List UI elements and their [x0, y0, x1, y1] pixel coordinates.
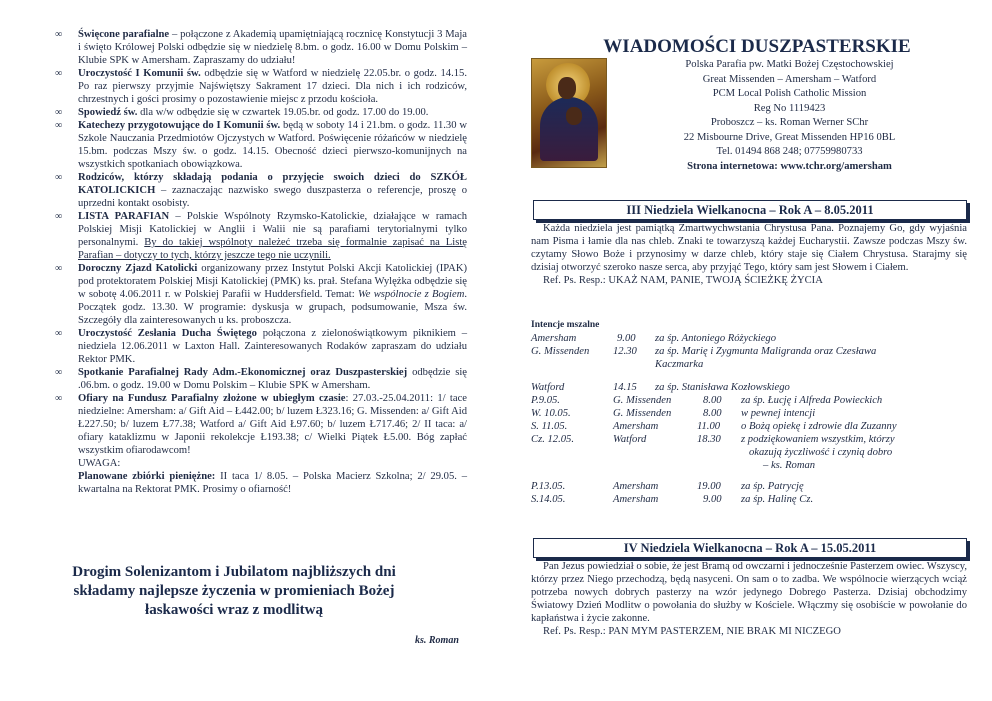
item-text: – Polskie Wspólnoty Rzymsko-Katolickie, działające w ramach Polskiej Misji Katolickiej w Anglii i Walii nie są parafiami terytorialnymi tylko personalnymi.: [78, 211, 467, 248]
mass-time: 8.00: [703, 408, 722, 419]
announcements-column: [55, 28, 467, 496]
mass-intent: z podziękowaniem wszystkim, którzy: [741, 434, 895, 445]
mass-place: G. Missenden: [531, 346, 590, 357]
sunday2-text: [531, 560, 967, 638]
item-text: – zaznaczając nazwisko swego duszpasterza o referencje, proszę o uprzedni kontakt osobisty.: [78, 185, 467, 209]
item-underlined-text: By do takiej wspólnoty należeć trzeba się formalnie zapisać na Listę Parafian – dotyczy to tych, którzy jeszcze tego nie uczynili.: [78, 237, 467, 261]
sunday2-paragraph: Pan Jezus powiedział o sobie, że jest Bramą od owczarni i jednocześnie Pasterzem owiec. Wszyscy, którzy przez Niego przechodzą, będą nasyceni. On sam o to zadba. We wspólnocie wierzących wciąż potrzeba nowych dobrych pasterzy na wzór jedynego Dobrego Pasterza. Dzisiaj obchodzimy Światowy Dzień Modlitw o powołania do służby w Kościele. Włączmy się osobiście w powołanie do kapłaństwa i życie zakonne.: [531, 561, 967, 624]
mass-place: Amersham: [613, 494, 659, 505]
uwaga-label: UWAGA:: [78, 458, 121, 469]
item-text: odbędzie się w Watford w niedzielę 22.05.br. o godz. 14.15. Po raz pierwszy przyjmie Najświętszy Sakrament 17 dzieci. Dla nich i ich rodziców, chrzestnych i gości prosimy o pozostawienie miejsc z przodu kościoła.: [78, 68, 467, 105]
mass-row: [531, 493, 971, 506]
mass-place: Amersham: [613, 481, 659, 492]
list-item: [55, 366, 467, 392]
mass-intent: za śp. Stanisława Kozłowskiego: [655, 382, 790, 393]
mass-intent: za śp. Antoniego Różyckiego: [655, 333, 777, 344]
parish-line: Great Missenden – Amersham – Watford: [702, 73, 877, 85]
mass-time: 18.30: [697, 434, 721, 445]
parish-info: [612, 58, 967, 174]
mass-day: Watford: [531, 382, 565, 393]
mass-intent: za śp. Marię i Zygmunta Maligranda oraz Czesława: [655, 346, 877, 357]
mass-place: G. Missenden: [613, 408, 672, 419]
mass-place: Amersham: [531, 333, 577, 344]
mass-row: [531, 381, 971, 394]
mass-place: Watford: [613, 434, 647, 445]
list-item: [55, 171, 467, 210]
mass-day: Cz. 12.05.: [531, 434, 574, 445]
list-item: [55, 67, 467, 106]
announcements-list: [55, 28, 467, 457]
item-italic-text: We wspólnocie z Bogiem: [357, 289, 465, 300]
sunday1-banner: III Niedziela Wielkanocna – Rok A – 8.05.2011: [533, 200, 967, 220]
infinity-bullet-icon: ∞: [55, 367, 63, 378]
item-text: organizowany przez Instytut Polski Akcji Katolickiej (IPAK) pod protektoratem Polskiej Misji Katolickiej (PMK) ks. prał. Stefana Wylężka odbędzie się w sobotę 4.06.2011 r. w Polskiej Parafii w Huddersfield. Temat:: [78, 263, 467, 300]
mass-row: [531, 446, 971, 459]
planned-heading: Planowane zbiórki pieniężne:: [78, 471, 216, 482]
item-text-cont: . Początek godz. 13.30. W programie: dyskusja w grupach, podsumowanie, Msza św. Szczegóły dla zainteresowanych u ks. proboszcza.: [78, 289, 467, 326]
mass-row: [531, 420, 971, 433]
parish-line: 22 Misbourne Drive, Great Missenden HP16 0BL: [683, 131, 896, 143]
mass-intent: za śp. Łucję i Alfreda Powieckich: [741, 395, 883, 406]
mass-intent: za śp. Patrycję: [741, 481, 804, 492]
website-link[interactable]: Strona internetowa: www.tchr.org/amersham: [687, 160, 892, 172]
infinity-bullet-icon: ∞: [55, 172, 63, 183]
infinity-bullet-icon: ∞: [55, 120, 63, 131]
mass-day: S. 11.05.: [531, 421, 568, 432]
mass-day: P.9.05.: [531, 395, 560, 406]
item-heading: Rodziców, którzy składają podania o przyjęcie swoich dzieci do SZKÓŁ KATOLICKICH: [78, 172, 467, 196]
mass-row: [531, 358, 971, 371]
item-heading: Doroczny Zjazd Katolicki: [78, 263, 198, 274]
infinity-bullet-icon: ∞: [55, 393, 63, 404]
mass-intentions: [531, 319, 971, 506]
mass-intent: – ks. Roman: [763, 460, 816, 471]
mass-time: 9.00: [617, 333, 636, 344]
item-text: – połączone z Akademią upamiętniającą rocznicę Konstytucji 3 Maja i święto Królowej Polski odbędzie się w niedzielę 8.bm. o godz. 16.00 w Domu Polskim – Klubie SPK w Amersham. Zapraszamy do udziału!: [78, 29, 467, 66]
list-item: [55, 327, 467, 366]
mass-place: Amersham: [613, 421, 659, 432]
list-item: [55, 119, 467, 171]
mass-intent: okazują życzliwość i czynią dobro: [749, 447, 893, 458]
mass-row: [531, 332, 971, 345]
item-heading: Uroczystość I Komunii św.: [78, 68, 201, 79]
item-heading: Święcone parafialne: [78, 29, 170, 40]
mass-intent: Kaczmarka: [655, 359, 704, 370]
mass-time: 11.00: [697, 421, 721, 432]
item-text: dla w/w odbędzie się w czwartek 19.05.br. od godz. 17.00 do 19.00.: [137, 107, 429, 118]
mass-row: [531, 433, 971, 446]
spacer: [531, 371, 971, 381]
parish-line: Polska Parafia pw. Matki Bożej Częstochowskiej: [685, 59, 894, 70]
sunday1-psalm: Ref. Ps. Resp.: UKAŻ NAM, PANIE, TWOJĄ ŚCIEŻKĘ ŻYCIA: [543, 275, 823, 286]
sunday2-banner: IV Niedziela Wielkanocna – Rok A – 15.05.2011: [533, 538, 967, 558]
list-item: [55, 106, 467, 119]
mass-day: S.14.05.: [531, 494, 566, 505]
mass-time: 19.00: [697, 481, 721, 492]
list-item: [55, 28, 467, 67]
parish-line: Reg No 1119423: [753, 102, 826, 114]
mass-row: [531, 345, 971, 358]
mass-intent: o Bożą opiekę i zdrowie dla Zuzanny: [741, 421, 897, 432]
mass-time: 12.30: [613, 346, 637, 357]
parish-line: Proboszcz – ks. Roman Werner SChr: [710, 117, 869, 128]
item-heading: Uroczystość Zesłania Ducha Świętego: [78, 328, 257, 339]
item-text: : 27.03.-25.04.2011: 1/ tace niedzielne: Amersham: a/ Gift Aid – Ł442.00; b/ luzem Ł323.16; G. Missenden: a/ Gift Aid Ł227.50; b/ luzem Ł77.38; Watford a/ Gift Aid Ł97.60; b/ luzem Ł717.46; 2/ II taca: a/ ofiary kataklizmu w Japonii rekolekcje Ł193.38; c/ Wielki Piątek Ł5.00. Bóg zapłać wszystkim ofiarodawcom!: [78, 393, 467, 456]
mass-time: 14.15: [613, 382, 637, 393]
list-item: [55, 262, 467, 327]
mass-day: P.13.05.: [531, 481, 566, 492]
wishes-text: Drogim Solenizantom i Jubilatom najbliższych dni składamy najlepsze życzenia w promieniach Bożej łaskawości wraz z modlitwą: [72, 564, 396, 618]
mass-place: G. Missenden: [613, 395, 672, 406]
list-item: [55, 210, 467, 262]
planned-collections: [55, 470, 467, 496]
item-heading: Katechezy przygotowujące do I Komunii św.: [78, 120, 281, 131]
item-heading: Spowiedź św.: [78, 107, 138, 118]
parish-line: PCM Local Polish Catholic Mission: [712, 88, 867, 99]
item-heading: LISTA PARAFIAN: [78, 211, 170, 222]
page-title: WIADOMOŚCI DUSZPASTERSKIE: [603, 36, 911, 57]
mass-row: [531, 407, 971, 420]
signature: ks. Roman: [415, 635, 459, 646]
item-heading: Ofiary na Fundusz Parafialny złożone w ubiegłym czasie: [78, 393, 346, 404]
spacer: [531, 472, 971, 480]
mass-row: [531, 394, 971, 407]
mass-row: [531, 480, 971, 493]
sunday2-psalm: Ref. Ps. Resp.: PAN MYM PASTERZEM, NIE BRAK MI NICZEGO: [543, 626, 841, 637]
sunday1-text: [531, 222, 967, 287]
infinity-bullet-icon: ∞: [55, 29, 63, 40]
mass-intent: w pewnej intencji: [741, 408, 816, 419]
planned-text: II taca 1/ 8.05. – Polska Macierz Szkolna; 2/ 29.05. – kwartalna na Rektorat PMK. Prosimy o ofiarność!: [78, 471, 467, 495]
infinity-bullet-icon: ∞: [55, 328, 63, 339]
list-item: [55, 392, 467, 457]
item-heading: Spotkanie Parafialnej Rady Adm.-Ekonomicznej oraz Duszpasterskiej: [78, 367, 408, 378]
mass-day: W. 10.05.: [531, 408, 571, 419]
mass-intent: za śp. Halinę Cz.: [741, 494, 814, 505]
madonna-icon: [531, 58, 607, 168]
infinity-bullet-icon: ∞: [55, 263, 63, 274]
parish-line: Tel. 01494 868 248; 07759980733: [716, 146, 863, 157]
item-text: odbędzie się .06.bm. o godz. 19.00 w Domu Polskim – Klubie SPK w Amersham.: [78, 367, 467, 391]
mass-label: Intencje mszalne: [531, 320, 600, 330]
mass-time: 9.00: [703, 494, 722, 505]
mass-row: [531, 459, 971, 472]
infinity-bullet-icon: ∞: [55, 68, 63, 79]
item-text: będą w soboty 14 i 21.bm. o godz. 11.30 w Szkole Nauczania Przedmiotów Ojczystych w Watford. Poświęcenie różańców w niedzielę 15.bm. podczas Mszy św. o godz. 14.15. Obecność dzieci pierwszo-komunijnych na wszystkich spotkaniach obowiązkowa.: [78, 120, 468, 170]
mass-time: 8.00: [703, 395, 722, 406]
sunday1-paragraph: Każda niedziela jest pamiątką Zmartwychwstania Chrystusa Pana. Poznajemy Go, gdy wyjaśnia nam Pisma i łamie dla nas chleb. Znaki te towarzyszą każdej Eucharystii. Zawsze podczas Mszy św. czytamy Słowo Boże i przynosimy w darze chleb, który staje się Ciałem Chrystusa. Starajmy się dzisiaj otworzyć szeroko nasze serca, aby przyjąć Tego, który sam jest Słowem i Ciałem.: [531, 223, 967, 273]
item-text: połączona z zielonoświątkowym piknikiem – niedziela 12.06.2011 w Laxton Hall. Zainteresowanych Rodaków zapraszam do udziału Rektor PMK.: [78, 328, 467, 365]
infinity-bullet-icon: ∞: [55, 107, 63, 118]
infinity-bullet-icon: ∞: [55, 211, 63, 222]
